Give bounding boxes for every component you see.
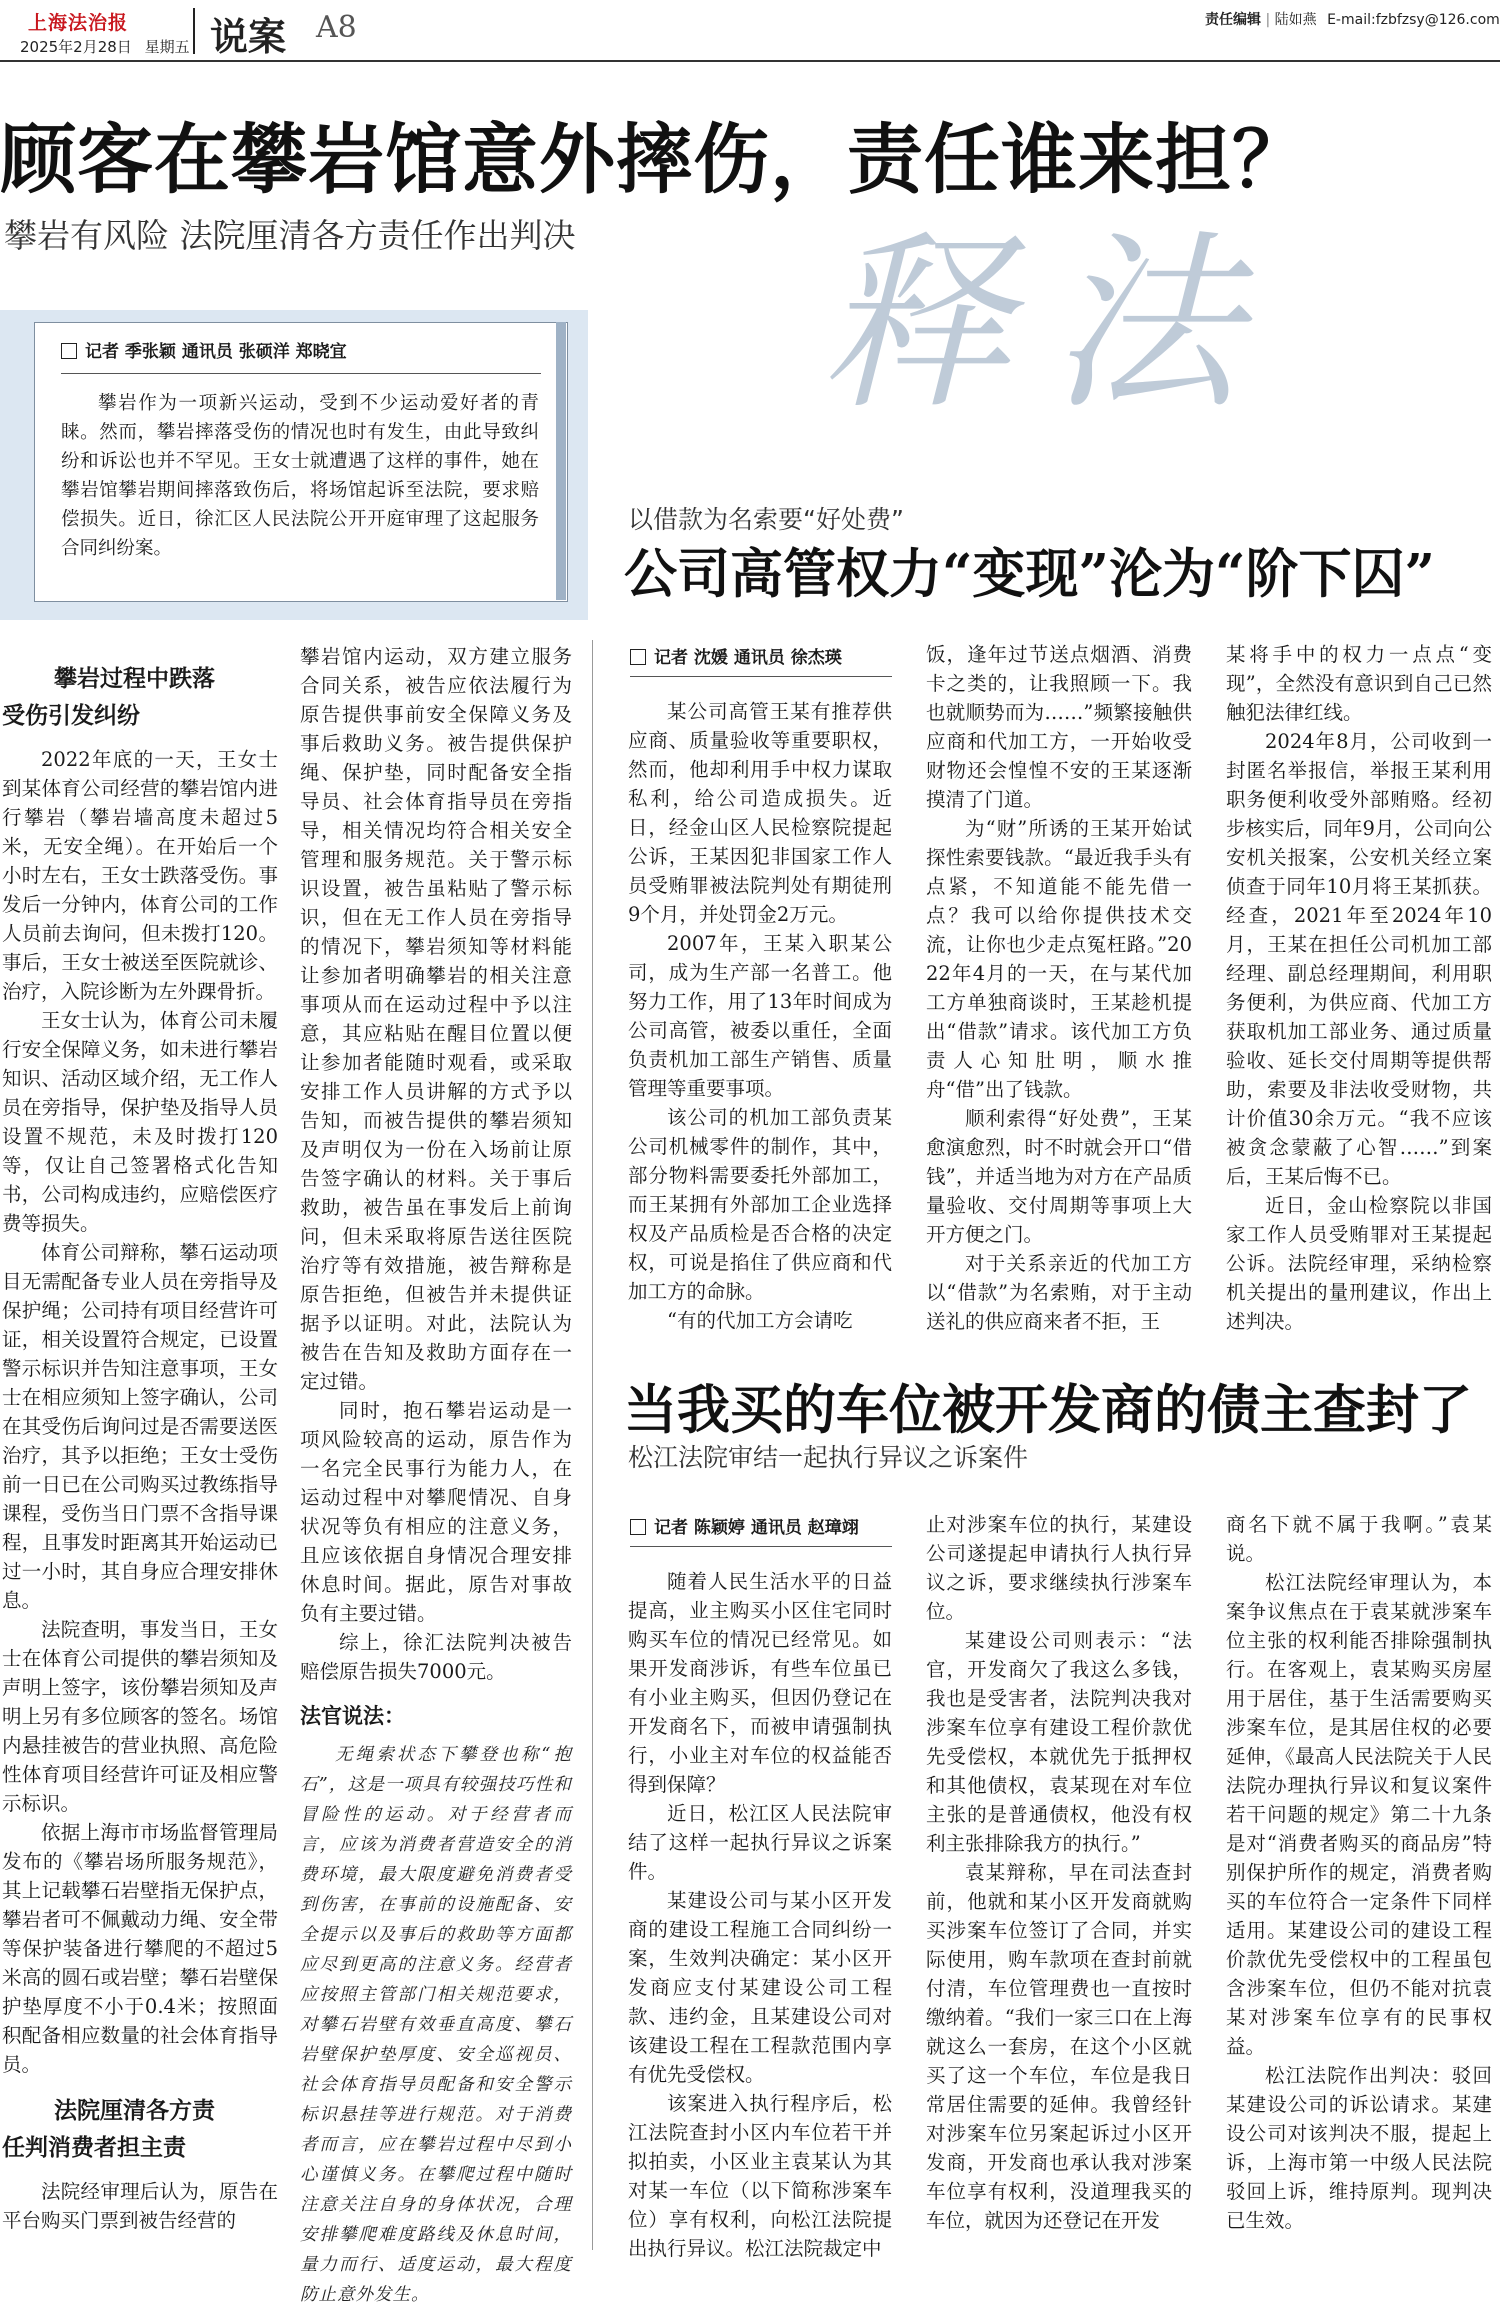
byline-square-icon	[630, 649, 646, 665]
article1-col2	[300, 642, 572, 2305]
byline-text: 记者 季张颖 通讯员 张硕洋 郑晓宜	[85, 342, 347, 362]
article2-byline-rule	[630, 676, 892, 677]
paper-logo: 上海法治报	[28, 12, 129, 34]
a2-c1-p4: “有的代加工方会请吃	[667, 1309, 853, 1332]
byline-square-icon	[630, 1519, 646, 1535]
subhead-2-line2: 任判消费者担主责	[2, 2135, 186, 2161]
subhead-1	[2, 661, 278, 735]
page-number: A8	[316, 10, 357, 45]
editor-info: 责任编辑 | 陆如燕 E-mail:fzbfzsy@126.com	[1205, 12, 1500, 28]
a1-c1-p2: 王女士认为，体育公司未履行安全保障义务，如未进行攀岩知识、活动区域介绍，无工作人员在旁指导，保护垫及指导人员设置不规范，未及时拨打120等，仅让自己签署格式化告知书，公司构成违约，应赔偿医疗费等损失。	[2, 1009, 278, 1235]
a1-c1-p4: 法院查明，事发当日，王女士在体育公司提供的攀岩须知及声明上签字，该份攀岩须知及声明上另有多位顾客的签名。场馆内悬挂被告的营业执照、高危险性体育项目经营许可证及相应警示标识。	[2, 1618, 278, 1815]
subhead-1-line1: 攀岩过程中跌落	[54, 666, 215, 692]
a1-c1-p5: 依据上海市市场监督管理局发布的《攀岩场所服务规范》，其上记载攀石岩壁指无保护点，攀岩者可不佩戴动力绳、安全带等保护装备进行攀爬的不超过5米高的圆石或岩壁；攀石岩壁保护垫厚度不小于0.4米；按照面积配备相应数量的社会体育指导员。	[2, 1821, 278, 2076]
weekday-text: 星期五	[144, 38, 190, 56]
a2-c1-p1: 某公司高管王某有推荐供应商、质量验收等重要职权，然而，他却利用手中权力谋取私利，给公司造成损失。近日，经金山区人民检察院提起公诉，王某因犯非国家工作人员受贿罪被法院判处有期徒刑9个月，并处罚金2万元。	[628, 700, 892, 926]
article3-col3	[1226, 1510, 1492, 2250]
a2-c2-p1: 饭，逢年过节送点烟酒、消费卡之类的，让我照顾一下。我也就顺势而为……”频繁接触供应商和代加工方，一开始收受财物还会惶惶不安的王某逐渐摸清了门道。	[926, 643, 1192, 811]
article3-subheadline: 松江法院审结一起执行异议之诉案件	[628, 1443, 1029, 1472]
byline-text: 记者 沈媛 通讯员 徐杰瑛	[654, 648, 842, 668]
section-name: 说案	[210, 15, 287, 59]
article2-headline: 公司高管权力“变现”沦为“阶下囚”	[624, 543, 1435, 605]
editor-email: E-mail:fzbfzsy@126.com	[1327, 12, 1500, 28]
a1-c2-p1: 攀岩馆内运动，双方建立服务合同关系，被告应依法履行为原告提供事前安全保障义务及事后救助义务。被告提供保护绳、保护垫，同时配备安全指导员、社会体育指导员在旁指导，相关情况均符合相关安全管理和服务规范。关于警示标识设置，被告虽粘贴了警示标识，但在无工作人员在旁指导的情况下，攀岩须知等材料能让参加者明确攀岩的相关注意事项从而在运动过程中予以注意，其应粘贴在醒目位置以便让参加者能随时观看，或采取安排工作人员讲解的方式予以告知，而被告提供的攀岩须知及声明仅为一份在入场前让原告签字确认的材料。关于事后救助，被告虽在事发后上前询问，但未采取将原告送往医院治疗等有效措施，被告辩称是原告拒绝，但被告并未提供证据予以证明。对此，法院认为被告在告知及救助方面存在一定过错。	[300, 645, 572, 1393]
masthead	[0, 0, 1500, 62]
a2-c2-p2: 为“财”所诱的王某开始试探性索要钱款。“最近我手头有点紧，不知道能不能先借一点？我可以给你提供技术交流，让你也少走点冤枉路。”2022年4月的一天，在与某代加工方单独商谈时，王某趁机提出“借款”请求。该代加工方负责人心知肚明，顺水推舟“借”出了钱款。	[926, 817, 1192, 1101]
calligraphy-mark: 释法	[820, 214, 1281, 435]
lead-rule	[61, 373, 541, 374]
a3-c1-p2: 近日，松江区人民法院审结了这样一起执行异议之诉案件。	[628, 1802, 892, 1883]
article1-byline	[61, 337, 347, 362]
date-text: 2025年2月28日	[20, 38, 132, 56]
a3-c2-p2: 某建设公司则表示：“法官，开发商欠了我这么多钱，我也是受害者，法院判决我对涉案车位享有建设工程价款优先受偿权，本就优先于抵押权和其他债权，袁某现在对车位主张的是普通债权，他没有权利主张排除我方的执行。”	[926, 1629, 1192, 1855]
article2-byline	[630, 643, 842, 668]
article3-byline-rule	[630, 1546, 892, 1547]
a2-c1-p3: 该公司的机加工部负责某公司机械零件的制作，其中，部分物料需要委托外部加工，而王某拥有外部加工企业选择权及产品质检是否合格的决定权，可说是掐住了供应商和代加工方的命脉。	[628, 1106, 892, 1303]
subhead-1-line2: 受伤引发纠纷	[2, 703, 140, 729]
article2-col1	[628, 697, 892, 1332]
a3-c1-p3: 某建设公司与某小区开发商的建设工程施工合同纠纷一案，生效判决确定：某小区开发商应支付某建设公司工程款、违约金，且某建设公司对该建设工程在工程款范围内享有优先受偿权。	[628, 1889, 892, 2086]
article2-col2	[926, 640, 1192, 1333]
editor-label: 责任编辑	[1205, 12, 1261, 28]
subhead-2-line1: 法院厘清各方责	[54, 2098, 215, 2124]
a1-c2-p3: 综上，徐汇法院判决被告赔偿原告损失7000元。	[300, 1631, 572, 1683]
byline-square-icon	[61, 343, 77, 359]
byline-text: 记者 陈颖婷 通讯员 赵璋翊	[654, 1518, 859, 1538]
a3-c1-p1: 随着人民生活水平的日益提高，业主购买小区住宅同时购买车位的情况已经常见。如果开发商涉诉，有些车位虽已有小业主购买，但因仍登记在开发商名下，而被申请强制执行，小业主对车位的权益能否得到保障？	[628, 1570, 892, 1796]
article2-col3	[1226, 640, 1492, 1333]
a2-c2-p3: 顺利索得“好处费”，王某愈演愈烈，时不时就会开口“借钱”，并适当地为对方在产品质量验收、交付周期等事项上大开方便之门。	[926, 1107, 1192, 1246]
a1-c2-p2: 同时，抱石攀岩运动是一项风险较高的运动，原告作为一名完全民事行为能力人，在运动过程中对攀爬情况、自身状况等负有相应的注意义务，且应该依据自身情况合理安排休息时间。据此，原告对事故负有主要过错。	[300, 1399, 572, 1625]
a3-c2-p3: 袁某辩称，早在司法查封前，他就和某小区开发商就购买涉案车位签订了合同，并实际使用，购车款项在查封前就付清，车位管理费也一直按时缴纳着。“我们一家三口在上海就这么一套房，在这个小区就买了这一个车位，车位是我日常居住需要的延伸。我曾经针对涉案车位另案起诉过小区开发商，开发商也承认我对涉案车位享有权利，没道理我买的车位，就因为还登记在开发	[926, 1861, 1192, 2232]
judge-comment-text: 无绳索状态下攀登也称“抱石”，这是一项具有较强技巧性和冒险性的运动。对于经营者而言，应该为消费者营造安全的消费环境，最大限度避免消费者受到伤害，在事前的设施配备、安全提示以及事后的救助等方面都应尽到更高的注意义务。经营者应按照主管部门相关规范要求，对攀石岩壁有效垂直高度、攀石岩壁保护垫厚度、安全巡视员、社会体育指导员配备和安全警示标识悬挂等进行规范。对于消费者而言，应在攀岩过程中尽到小心谨慎义务。在攀爬过程中随时注意关注自身的身体状况，合理安排攀爬难度路线及休息时间，量力而行、适度运动，最大程度防止意外发生。	[300, 1745, 572, 2305]
article3-col1	[628, 1567, 892, 2260]
a3-c1-p4: 该案进入执行程序后，松江法院查封小区内车位若干并拟拍卖，小区业主袁某认为其对某一车位（以下简称涉案车位）享有权利，向松江法院提出执行异议。松江法院裁定中	[628, 2092, 892, 2260]
article1-col1	[2, 655, 278, 2250]
a3-c2-p1: 止对涉案车位的执行，某建设公司遂提起申请执行人执行异议之诉，要求继续执行涉案车位。	[926, 1513, 1192, 1623]
masthead-divider	[193, 8, 195, 54]
a1-c1-p1: 2022年底的一天，王女士到某体育公司经营的攀岩馆内进行攀岩（攀岩墙高度未超过5米，无安全绳）。在开始后一个小时左右，王女士跌落受伤。事发后一分钟内，体育公司的工作人员前去询问，但未拨打120。事后，王女士被送至医院就诊、治疗，入院诊断为左外踝骨折。	[2, 748, 278, 1003]
editor-name: 陆如燕	[1274, 12, 1317, 28]
a3-c3-p1: 商名下就不属于我啊。”袁某说。	[1226, 1513, 1492, 1565]
article3-byline	[630, 1513, 859, 1538]
a2-c1-p2: 2007年，王某入职某公司，成为生产部一名普工。他努力工作，用了13年时间成为公司高管，被委以重任，全面负责机加工部生产销售、质量管理等重要事项。	[628, 932, 892, 1100]
issue-date	[20, 36, 190, 57]
article1-subheadline: 攀岩有风险 法院厘清各方责任作出判决	[4, 216, 576, 255]
a1-c1-p3: 体育公司辩称，攀石运动项目无需配备专业人员在旁指导及保护绳；公司持有项目经营许可证，相关设置符合规定，已设置警示标识并告知注意事项，王女士在相应须知上签字确认，公司在其受伤后询问过是否需要送医治疗，其予以拒绝；王女士受伤前一日已在公司购买过教练指导课程，受伤当日门票不含指导课程，且事发时距离其开始运动已过一小时，其自身应合理安排休息。	[2, 1241, 278, 1612]
a2-c3-p3: 近日，金山检察院以非国家工作人员受贿罪对王某提起公诉。法院经审理，采纳检察机关提出的量刑建议，作出上述判决。	[1226, 1194, 1492, 1333]
a2-c3-p1: 某将手中的权力一点点“变现”，全然没有意识到自己已然触犯法律红线。	[1226, 643, 1492, 724]
article2-kicker: 以借款为名索要“好处费”	[628, 505, 904, 534]
a3-c3-p2: 松江法院经审理认为，本案争议焦点在于袁某就涉案车位主张的权利能否排除强制执行。在客观上，袁某购买房屋用于居住，基于生活需要购买涉案车位，是其居住权的必要延伸，《最高人民法院关于人民法院办理执行异议和复议案件若干问题的规定》第二十九条是对“消费者购买的商品房”特别保护所作的规定，消费者购买的车位符合一定条件下同样适用。某建设公司的建设工程价款优先受偿权中的工程虽包含涉案车位，但仍不能对抗袁某对涉案车位享有的民事权益。	[1226, 1571, 1492, 2058]
article1-headline: 顾客在攀岩馆意外摔伤，责任谁来担？	[0, 115, 1309, 204]
column-divider	[592, 640, 593, 2250]
article3-col2	[926, 1510, 1192, 2250]
a1-c1-tail: 法院经审理后认为，原告在平台购买门票到被告经营的	[2, 2180, 278, 2232]
a3-c3-p3: 松江法院作出判决：驳回某建设公司的诉讼请求。某建设公司对该判决不服，提起上诉，上海市第一中级人民法院驳回上诉，维持原判。现判决已生效。	[1226, 2064, 1492, 2232]
a2-c2-p4: 对于关系亲近的代加工方以“借款”为名索贿，对于主动送礼的供应商来者不拒，王	[926, 1252, 1192, 1333]
article1-lead: 攀岩作为一项新兴运动，受到不少运动爱好者的青睐。然而，攀岩摔落受伤的情况也时有发生，由此导致纠纷和诉讼也并不罕见。王女士就遭遇了这样的事件，她在攀岩馆攀岩期间摔落致伤后，将场馆起诉至法院，要求赔偿损失。近日，徐汇区人民法院公开开庭审理了这起服务合同纠纷案。	[61, 393, 539, 559]
subhead-2	[2, 2093, 278, 2167]
lead-box-bar	[556, 322, 566, 600]
a2-c3-p2: 2024年8月，公司收到一封匿名举报信，举报王某利用职务便利收受外部贿赂。经初步核实后，同年9月，公司向公安机关报案，公安机关经立案侦查于同年10月将王某抓获。经查，2021年至2024年10月，王某在担任公司机加工部经理、副总经理期间，利用职务便利，为供应商、代加工方获取机加工部业务、通过质量验收、延长交付周期等提供帮助，索要及非法收受财物，共计价值30余万元。“我不应该被贪念蒙蔽了心智……”到案后，王某后悔不已。	[1226, 730, 1492, 1188]
lead-box	[34, 322, 568, 602]
article3-headline: 当我买的车位被开发商的债主查封了	[624, 1379, 1472, 1441]
masthead-rule	[0, 60, 1500, 62]
judge-comment-title: 法官说法：	[300, 1704, 405, 1728]
